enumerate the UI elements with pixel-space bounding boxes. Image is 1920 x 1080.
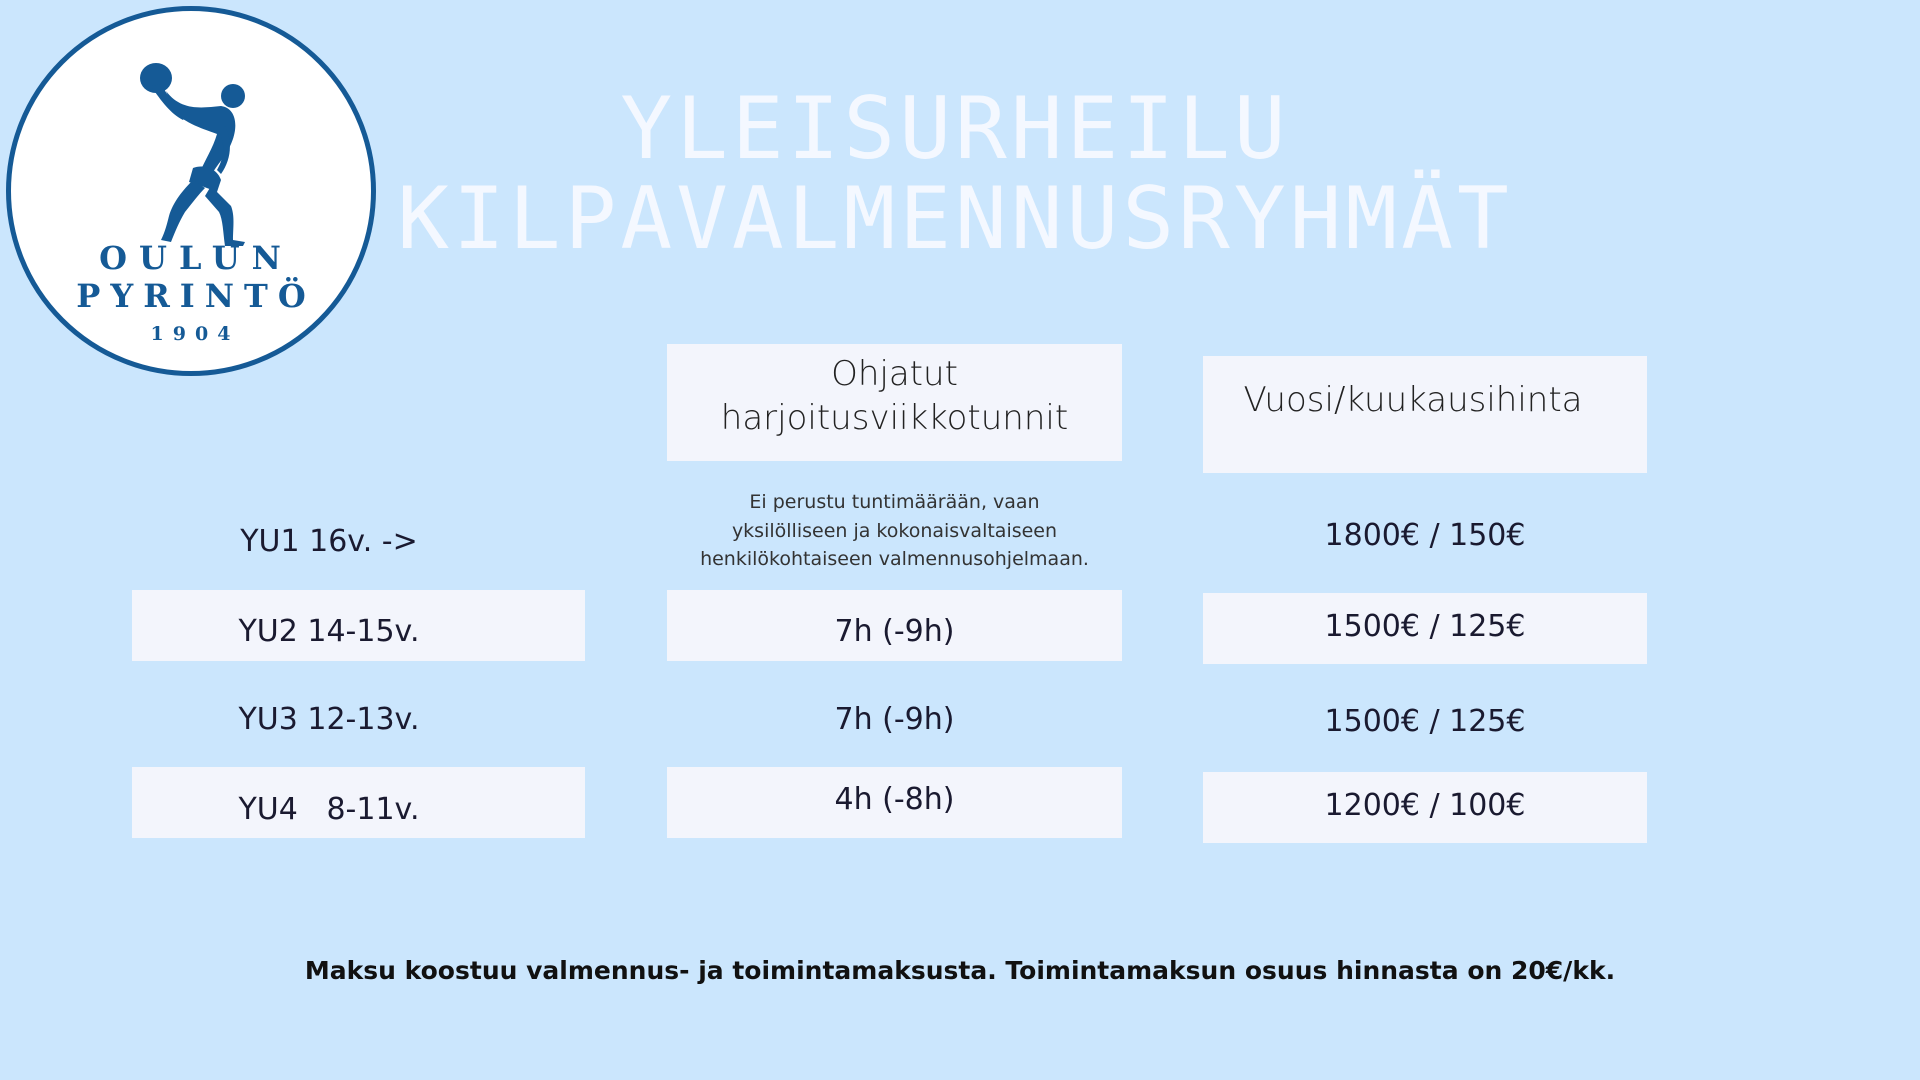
hours-note-line1: Ei perustu tuntimäärään, vaan <box>749 491 1040 513</box>
page-title-line2: KILPAVALMENNUSRYHMÄT <box>397 169 1513 269</box>
hours-header-line1: Ohjatut <box>831 354 958 394</box>
hours-yu3: 7h (-9h) <box>834 702 955 737</box>
hours-yu4: 4h (-8h) <box>834 782 955 817</box>
group-yu4: YU4 8-11v. <box>238 792 420 827</box>
price-yu2: 1500€ / 125€ <box>1324 609 1526 644</box>
hours-note-yu1 <box>642 488 1147 574</box>
hours-note-line3: henkilökohtaiseen valmennusohjelmaan. <box>700 548 1089 570</box>
discus-thrower-icon <box>121 56 271 246</box>
group-yu2: YU2 14-15v. <box>238 614 420 649</box>
footer-note: Maksu koostuu valmennus- ja toimintamaksusta. Toimintamaksun osuus hinnasta on 20€/kk. <box>304 956 1616 985</box>
price-yu4: 1200€ / 100€ <box>1324 788 1526 823</box>
price-yu3: 1500€ / 125€ <box>1324 704 1526 739</box>
price-yu1: 1800€ / 150€ <box>1324 518 1526 553</box>
hours-header-line2: harjoitusviikkotunnit <box>720 398 1069 439</box>
club-logo <box>6 6 376 376</box>
logo-text-year: 1904 <box>150 323 240 345</box>
group-yu1: YU1 16v. -> <box>240 524 418 559</box>
hours-yu2: 7h (-9h) <box>834 614 955 649</box>
hours-note-line2: yksilölliseen ja kokonaisvaltaiseen <box>731 519 1058 542</box>
page-title-line1: YLEISURHEILU <box>620 79 1290 179</box>
price-header: Vuosi/kuukausihinta <box>1243 380 1583 420</box>
group-yu3: YU3 12-13v. <box>238 702 420 737</box>
logo-text-pyrinto: PYRINTÖ <box>76 277 316 315</box>
logo-text-oulun: OULUN <box>99 239 293 277</box>
hours-header <box>667 352 1122 440</box>
